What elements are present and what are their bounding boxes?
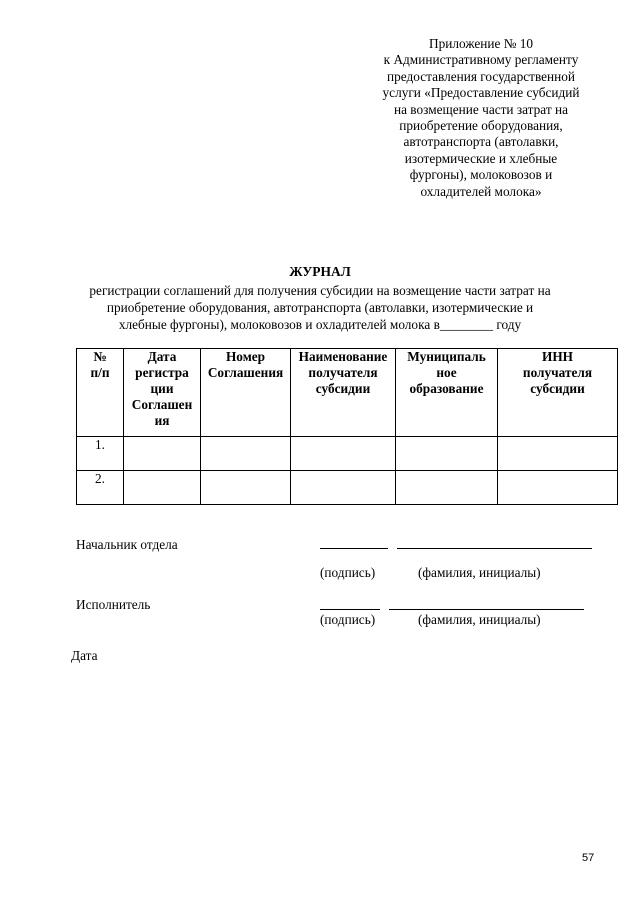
header-agreement-number: Номер Соглашения	[201, 349, 291, 437]
head-of-department-label: Начальник отдела	[76, 537, 178, 552]
header-number: № п/п	[77, 349, 124, 437]
executor-signature-caption: (подпись)	[320, 612, 376, 627]
journal-title: ЖУРНАЛ	[289, 264, 351, 279]
head-signature-caption: (подпись)	[320, 565, 376, 580]
table-cell	[291, 471, 396, 505]
appendix-line: к Административному регламенту	[383, 52, 579, 68]
journal-subtitle	[30, 282, 610, 333]
header-recipient-name: Наименование получателя субсидии	[291, 349, 396, 437]
appendix-line: на возмещение части затрат на	[393, 101, 569, 117]
subtitle-line: хлебные фургоны), молоковозов и охладителей молока в________ году	[118, 317, 522, 332]
appendix-line: услуги «Предоставление субсидий	[382, 85, 580, 101]
header-registration-date: Дата регистра ции Соглашен ия	[124, 349, 201, 437]
head-name-caption: (фамилия, инициалы)	[418, 565, 541, 580]
page-number: 57	[582, 852, 595, 864]
row-number: 1.	[77, 437, 124, 471]
header-recipient-inn: ИНН получателя субсидии	[498, 349, 618, 437]
appendix-line: предоставления государственной	[386, 68, 576, 84]
appendix-line: изотермические и хлебные	[404, 150, 558, 166]
appendix-line: приобретение оборудования,	[399, 118, 563, 134]
appendix-header	[340, 36, 622, 200]
executor-name-line	[389, 609, 584, 610]
table-header-row	[77, 349, 618, 437]
table-cell	[396, 437, 498, 471]
appendix-line: охладителей молока»	[420, 183, 542, 199]
head-name-line	[397, 548, 592, 549]
registration-table	[76, 348, 618, 505]
table-cell	[396, 471, 498, 505]
subtitle-line: регистрации соглашений для получения субсидии на возмещение части затрат на	[89, 283, 551, 298]
table-cell	[498, 437, 618, 471]
row-number: 2.	[77, 471, 124, 505]
table-cell	[201, 437, 291, 471]
executor-name-caption: (фамилия, инициалы)	[418, 612, 541, 627]
appendix-line: фургоны), молоковозов и	[409, 167, 553, 183]
appendix-line: автотранспорта (автолавки,	[403, 134, 559, 150]
table-row	[77, 437, 618, 471]
table-row	[77, 471, 618, 505]
table-cell	[498, 471, 618, 505]
table-cell	[201, 471, 291, 505]
date-label: Дата	[71, 648, 98, 663]
subtitle-line: приобретение оборудования, автотранспорта (автолавки, изотермические и	[106, 300, 534, 315]
executor-label: Исполнитель	[76, 597, 151, 612]
table-cell	[291, 437, 396, 471]
table-cell	[124, 471, 201, 505]
head-signature-line	[320, 548, 388, 549]
table-cell	[124, 437, 201, 471]
executor-signature-line	[320, 609, 380, 610]
appendix-line: Приложение № 10	[429, 36, 533, 51]
header-municipality: Муниципаль ное образование	[396, 349, 498, 437]
